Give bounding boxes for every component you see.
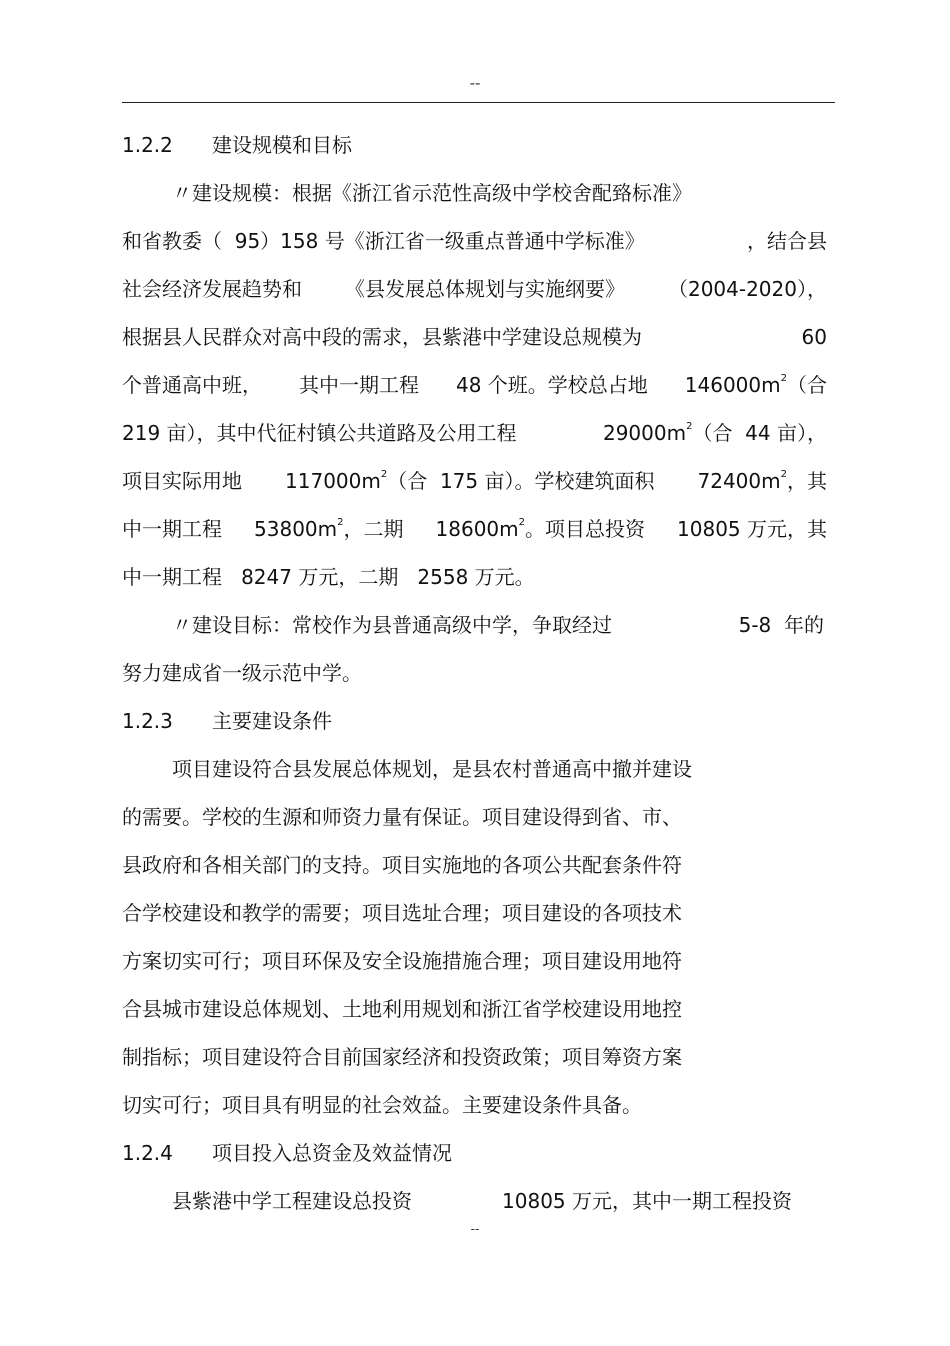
section-heading-1-2-2 xyxy=(122,133,352,157)
text-run: ，其 xyxy=(786,469,827,493)
section-title: 项目投入总资金及效益情况 xyxy=(212,1141,452,1165)
area-value: 146000m xyxy=(684,373,781,397)
superscript: 2 xyxy=(780,469,787,480)
page-header-mark: -- xyxy=(469,74,481,92)
goal-line-1 xyxy=(172,613,824,637)
text-run: 根据县人民群众对高中段的需求，县紫港中学建设总规模为 xyxy=(122,325,642,349)
text-run: 其中一期工程 xyxy=(298,373,419,397)
text-run: 个普通高中班， xyxy=(122,373,262,397)
conditions-line: 切实可行；项目具有明显的社会效益。主要建设条件具备。 xyxy=(122,1093,642,1117)
scale-line-7 xyxy=(122,469,827,493)
area-value: 18600m xyxy=(435,517,519,541)
text-run: （2004-2020）， xyxy=(667,277,827,301)
text-run: 10805 万元，其 xyxy=(677,517,827,541)
text-run: 县紫港中学工程建设总投资 xyxy=(172,1189,412,1213)
text-run xyxy=(436,517,645,541)
section-title: 主要建设条件 xyxy=(212,709,332,733)
section-heading-1-2-3 xyxy=(122,709,332,733)
conditions-line: 的需要。学校的生源和师资力量有保证。项目建设得到省、市、 xyxy=(122,805,682,829)
superscript: 2 xyxy=(518,517,525,528)
text-run xyxy=(698,469,827,493)
superscript: 2 xyxy=(337,517,344,528)
text-run: ，二期 xyxy=(343,517,404,541)
text-run: 〃建设目标：常校作为县普通高级中学，争取经过 xyxy=(172,613,612,637)
text-run: 中一期工程 xyxy=(122,565,222,589)
page-footer-mark: -- xyxy=(470,1222,480,1236)
section-number: 1.2.2 xyxy=(122,133,173,157)
conditions-line: 合县城市建设总体规划、土地利用规划和浙江省学校建设用地控 xyxy=(122,997,682,1021)
scale-line-5 xyxy=(122,373,827,397)
conditions-line: 项目建设符合县发展总体规划，是县农村普通高中撤并建设 xyxy=(172,757,692,781)
section-number: 1.2.3 xyxy=(122,709,173,733)
conditions-line: 合学校建设和教学的需要；项目选址合理；项目建设的各项技术 xyxy=(122,901,682,925)
text-run: 60 xyxy=(801,325,827,349)
conditions-line: 制指标；项目建设符合目前国家经济和投资政策；项目筹资方案 xyxy=(122,1045,682,1069)
scale-line-4 xyxy=(122,325,827,349)
text-run xyxy=(285,469,654,493)
text-run xyxy=(603,421,827,445)
text-run: 219 亩），其中代征村镇公共道路及公用工程 xyxy=(122,421,517,445)
text-run: 10805 万元，其中一期工程投资 xyxy=(502,1189,792,1213)
superscript: 2 xyxy=(780,373,787,384)
text-run: 和省教委（ 95）158 号《浙江省一级重点普通中学标准》 xyxy=(122,229,645,253)
conditions-line: 方案切实可行；项目环保及安全设施措施合理；项目建设用地符 xyxy=(122,949,682,973)
text-run: 项目实际用地 xyxy=(122,469,242,493)
text-run xyxy=(685,373,827,397)
area-value: 29000m xyxy=(602,421,687,445)
section-heading-1-2-4 xyxy=(122,1141,452,1165)
scale-line-1: 〃建设规模：根据《浙江省示范性高级中学校舍配臵标准》 xyxy=(172,181,692,205)
goal-line-2: 努力建成省一级示范中学。 xyxy=(122,661,362,685)
superscript: 2 xyxy=(380,469,388,480)
text-run: 《县发展总体规划与实施纲要》 xyxy=(344,277,625,301)
text-run: 8247 万元，二期 xyxy=(241,565,399,589)
text-run: 2558 万元。 xyxy=(417,565,535,589)
scale-line-3 xyxy=(122,277,827,301)
text-run: 社会经济发展趋势和 xyxy=(122,277,302,301)
investment-line-1 xyxy=(172,1189,792,1213)
conditions-line: 县政府和各相关部门的支持。项目实施地的各项公共配套条件符 xyxy=(122,853,682,877)
text-run xyxy=(254,517,403,541)
text-run: 5-8 年的 xyxy=(738,613,824,637)
text-run: 。项目总投资 xyxy=(525,517,645,541)
text-run: ，结合县 xyxy=(747,229,827,253)
superscript: 2 xyxy=(686,421,693,432)
section-number: 1.2.4 xyxy=(122,1141,173,1165)
text-run: 中一期工程 xyxy=(122,517,222,541)
scale-line-8 xyxy=(122,517,827,541)
text-run: （合 xyxy=(786,373,827,397)
scale-line-2 xyxy=(122,229,827,253)
area-value: 117000m xyxy=(285,469,381,493)
text-run: 48 个班。学校总占地 xyxy=(455,373,648,397)
section-title: 建设规模和目标 xyxy=(212,133,352,157)
scale-line-6 xyxy=(122,421,827,445)
scale-line-9 xyxy=(122,565,535,589)
area-value: 53800m xyxy=(254,517,338,541)
text-run: （合 44 亩）， xyxy=(692,421,827,445)
area-value: 72400m xyxy=(697,469,781,493)
header-rule xyxy=(122,102,835,103)
text-run: （合 175 亩）。学校建筑面积 xyxy=(387,469,655,493)
